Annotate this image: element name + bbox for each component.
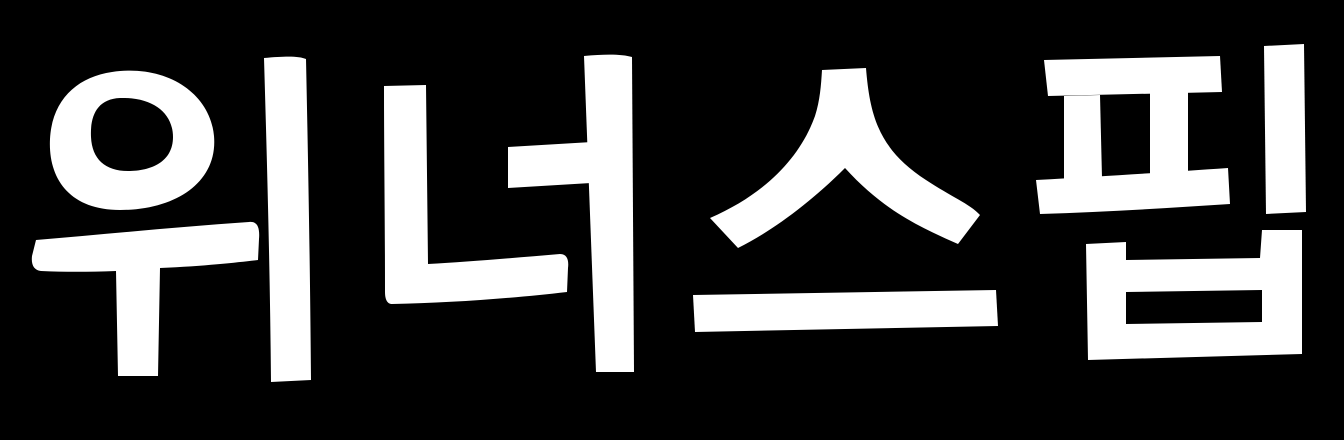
glyph-peop	[1036, 44, 1306, 360]
glyph-neo	[384, 55, 634, 372]
glyph-seu	[693, 68, 998, 332]
glyph-wi	[32, 57, 311, 382]
